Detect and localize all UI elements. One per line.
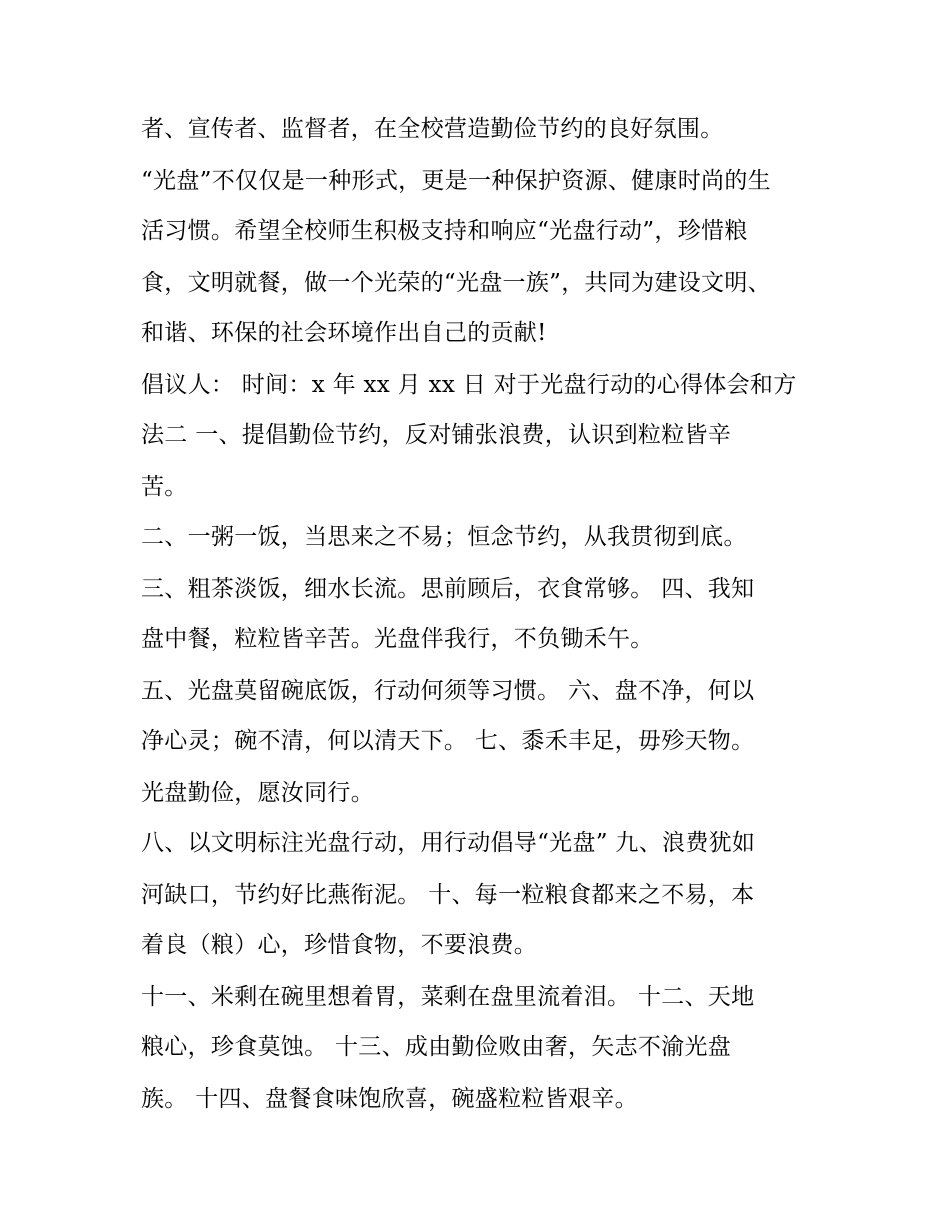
text-line: 盘中餐，粒粒皆辛苦。光盘伴我行，不负锄禾午。 [141, 626, 654, 652]
text-line: 十一、米剩在碗里想着胃，菜剩在盘里流着泪。 十二、天地 [141, 984, 755, 1010]
text-line: 净心灵；碗不清，何以清天下。 七、黍禾丰足，毋殄天物。 [141, 728, 755, 754]
text-line: 二、一粥一饭，当思来之不易；恒念节约，从我贯彻到底。 [141, 524, 747, 550]
text-line: 着良（粮）心，珍惜食物，不要浪费。 [141, 932, 538, 958]
text-line: 八、以文明标注光盘行动，用行动倡导“光盘” 九、浪费犹如 [141, 830, 756, 856]
text-line: 苦。 [141, 474, 188, 500]
text-line: 粮心，珍食莫蚀。 十三、成由勤俭败由奢，矢志不渝光盘 [141, 1034, 732, 1060]
text-line: 五、光盘莫留碗底饭，行动何须等习惯。 六、盘不净，何以 [141, 678, 755, 704]
text-line: 食，文明就餐，做一个光荣的“光盘一族”，共同为建设文明、 [141, 270, 771, 296]
text-line: 族。 十四、盘餐食味饱欣喜，碗盛粒粒皆艰辛。 [141, 1086, 638, 1112]
text-line: 和谐、环保的社会环境作出自己的贡献! [141, 320, 547, 346]
text-line: 倡议人： 时间：x 年 xx 月 xx 日 对于光盘行动的心得体会和方 [141, 372, 797, 398]
text-line: “光盘”不仅仅是一种形式，更是一种保护资源、健康时尚的生 [141, 168, 771, 194]
text-line: 光盘勤俭，愿汝同行。 [141, 780, 374, 806]
text-line: 河缺口，节约好比燕衔泥。 十、每一粒粮食都来之不易，本 [141, 882, 755, 908]
text-line: 法二 一、提倡勤俭节约，反对铺张浪费，认识到粒粒皆辛 [141, 422, 732, 448]
text-line: 活习惯。希望全校师生积极支持和响应“光盘行动”，珍惜粮 [141, 218, 748, 244]
text-line: 三、粗茶淡饭，细水长流。思前顾后，衣食常够。 四、我知 [141, 576, 755, 602]
text-line: 者、宣传者、监督者，在全校营造勤俭节约的良好氛围。 [141, 116, 724, 142]
